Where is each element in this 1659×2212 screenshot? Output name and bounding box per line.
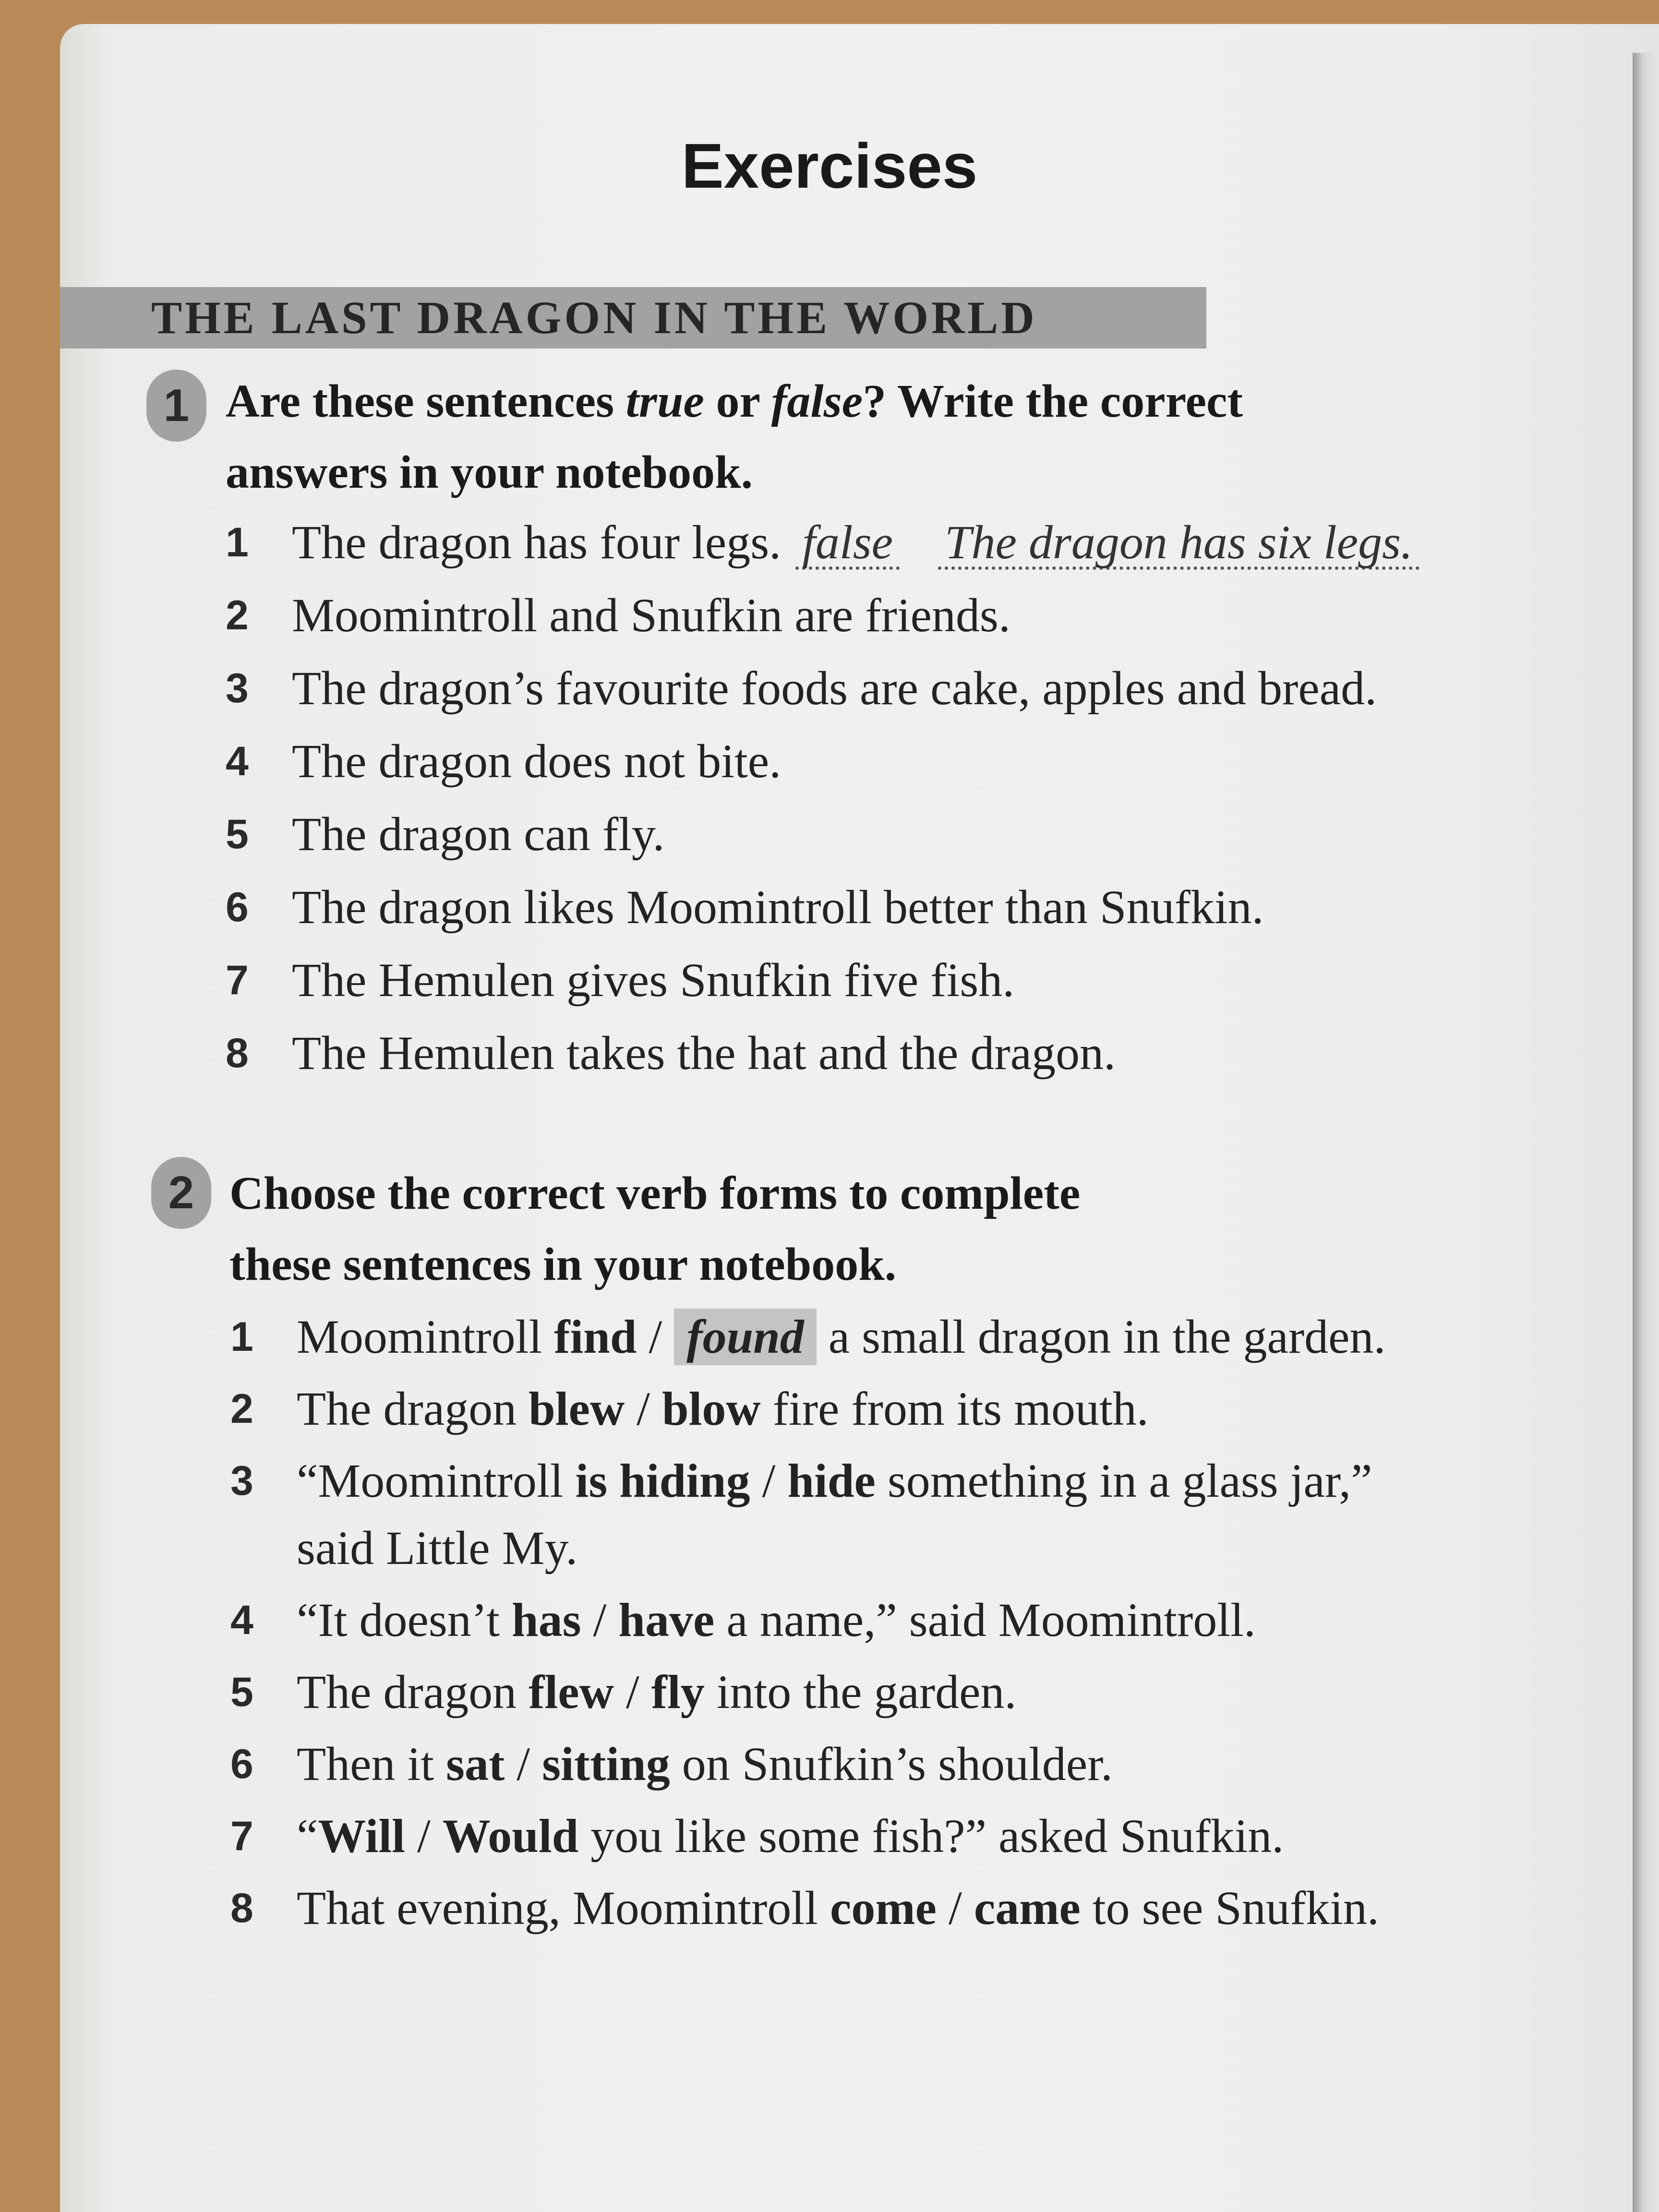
exercise-1-number: 1: [146, 370, 206, 442]
item-number: 4: [226, 738, 249, 784]
item-number: 3: [226, 665, 249, 711]
statement-item: Moomintroll and Snufkin are friends.: [292, 589, 1010, 642]
exercise-1-instruction: Are these sentences true or false? Write the correct answers in your notebook.: [226, 375, 1243, 498]
item-number: 6: [226, 884, 249, 930]
statement-item: The dragon does not bite.: [292, 734, 781, 788]
item-number: 3: [230, 1458, 253, 1504]
verb-choice-item: The dragon flew / fly into the garden.: [297, 1665, 1017, 1719]
statement-item: The dragon has four legs. false The dragon has six legs.: [292, 511, 1419, 574]
verb-option: sat: [446, 1737, 505, 1791]
statement-item: The dragon likes Moomintroll better than Snufkin.: [292, 880, 1264, 934]
answer-true-false: false: [795, 518, 900, 570]
verb-option: blew: [529, 1382, 625, 1435]
item-number: 8: [226, 1030, 249, 1076]
item-number: 5: [226, 811, 249, 857]
verb-choice-item: That evening, Moomintroll come / came to see Snufkin.: [297, 1881, 1380, 1935]
item-number: 2: [226, 592, 249, 638]
verb-option: Will: [318, 1809, 405, 1863]
item-number: 7: [230, 1813, 253, 1859]
item-number: 7: [226, 957, 249, 1003]
page-title: Exercises: [681, 131, 978, 201]
item-number: 8: [230, 1885, 253, 1931]
verb-choice-item: Moomintroll find / found a small dragon in the garden.: [297, 1306, 1386, 1368]
item-number: 2: [230, 1386, 253, 1432]
verb-option: Would: [442, 1809, 579, 1863]
verb-choice-item: Then it sat / sitting on Snufkin’s shoulder.: [297, 1737, 1113, 1791]
verb-option: came: [974, 1881, 1081, 1935]
item-number: 1: [230, 1314, 253, 1360]
verb-choice-item: “Will / Would you like some fish?” asked Snufkin.: [297, 1809, 1284, 1863]
next-page-edge: [1633, 53, 1659, 2212]
verb-option: blow: [661, 1382, 761, 1435]
verb-choice-item-continuation: said Little My.: [297, 1521, 578, 1575]
verb-option: fly: [651, 1665, 705, 1719]
statement-item: The dragon can fly.: [292, 807, 665, 861]
verb-option: come: [830, 1881, 937, 1935]
verb-option: flew: [529, 1665, 614, 1719]
verb-choice-item: “Moomintroll is hiding / hide something in a glass jar,”: [297, 1454, 1372, 1507]
verb-option: is hiding: [575, 1454, 750, 1507]
section-heading: THE LAST DRAGON IN THE WORLD: [60, 287, 1206, 349]
statement-item: The Hemulen takes the hat and the dragon.: [292, 1026, 1116, 1080]
verb-option: sitting: [542, 1737, 670, 1791]
verb-choice-item: “It doesn’t has / have a name,” said Moomintroll.: [297, 1593, 1256, 1647]
statement-item: The Hemulen gives Snufkin five fish.: [292, 953, 1015, 1007]
item-number: 1: [226, 519, 249, 565]
exercise-2-number: 2: [151, 1157, 211, 1229]
item-number: 4: [230, 1597, 253, 1643]
verb-option: have: [618, 1593, 715, 1647]
verb-option: find: [554, 1310, 637, 1363]
exercise-2-instruction: Choose the correct verb forms to complete these sentences in your notebook.: [229, 1167, 1081, 1290]
item-number: 5: [230, 1669, 253, 1715]
statement-item: The dragon’s favourite foods are cake, apples and bread.: [292, 661, 1377, 715]
verb-option: has: [512, 1593, 581, 1647]
item-number: 6: [230, 1741, 253, 1787]
verb-option: hide: [787, 1454, 876, 1507]
answer-correction: The dragon has six legs.: [938, 518, 1419, 570]
verb-choice-item: The dragon blew / blow fire from its mouth.: [297, 1382, 1149, 1435]
verb-option-selected: found: [674, 1309, 817, 1365]
